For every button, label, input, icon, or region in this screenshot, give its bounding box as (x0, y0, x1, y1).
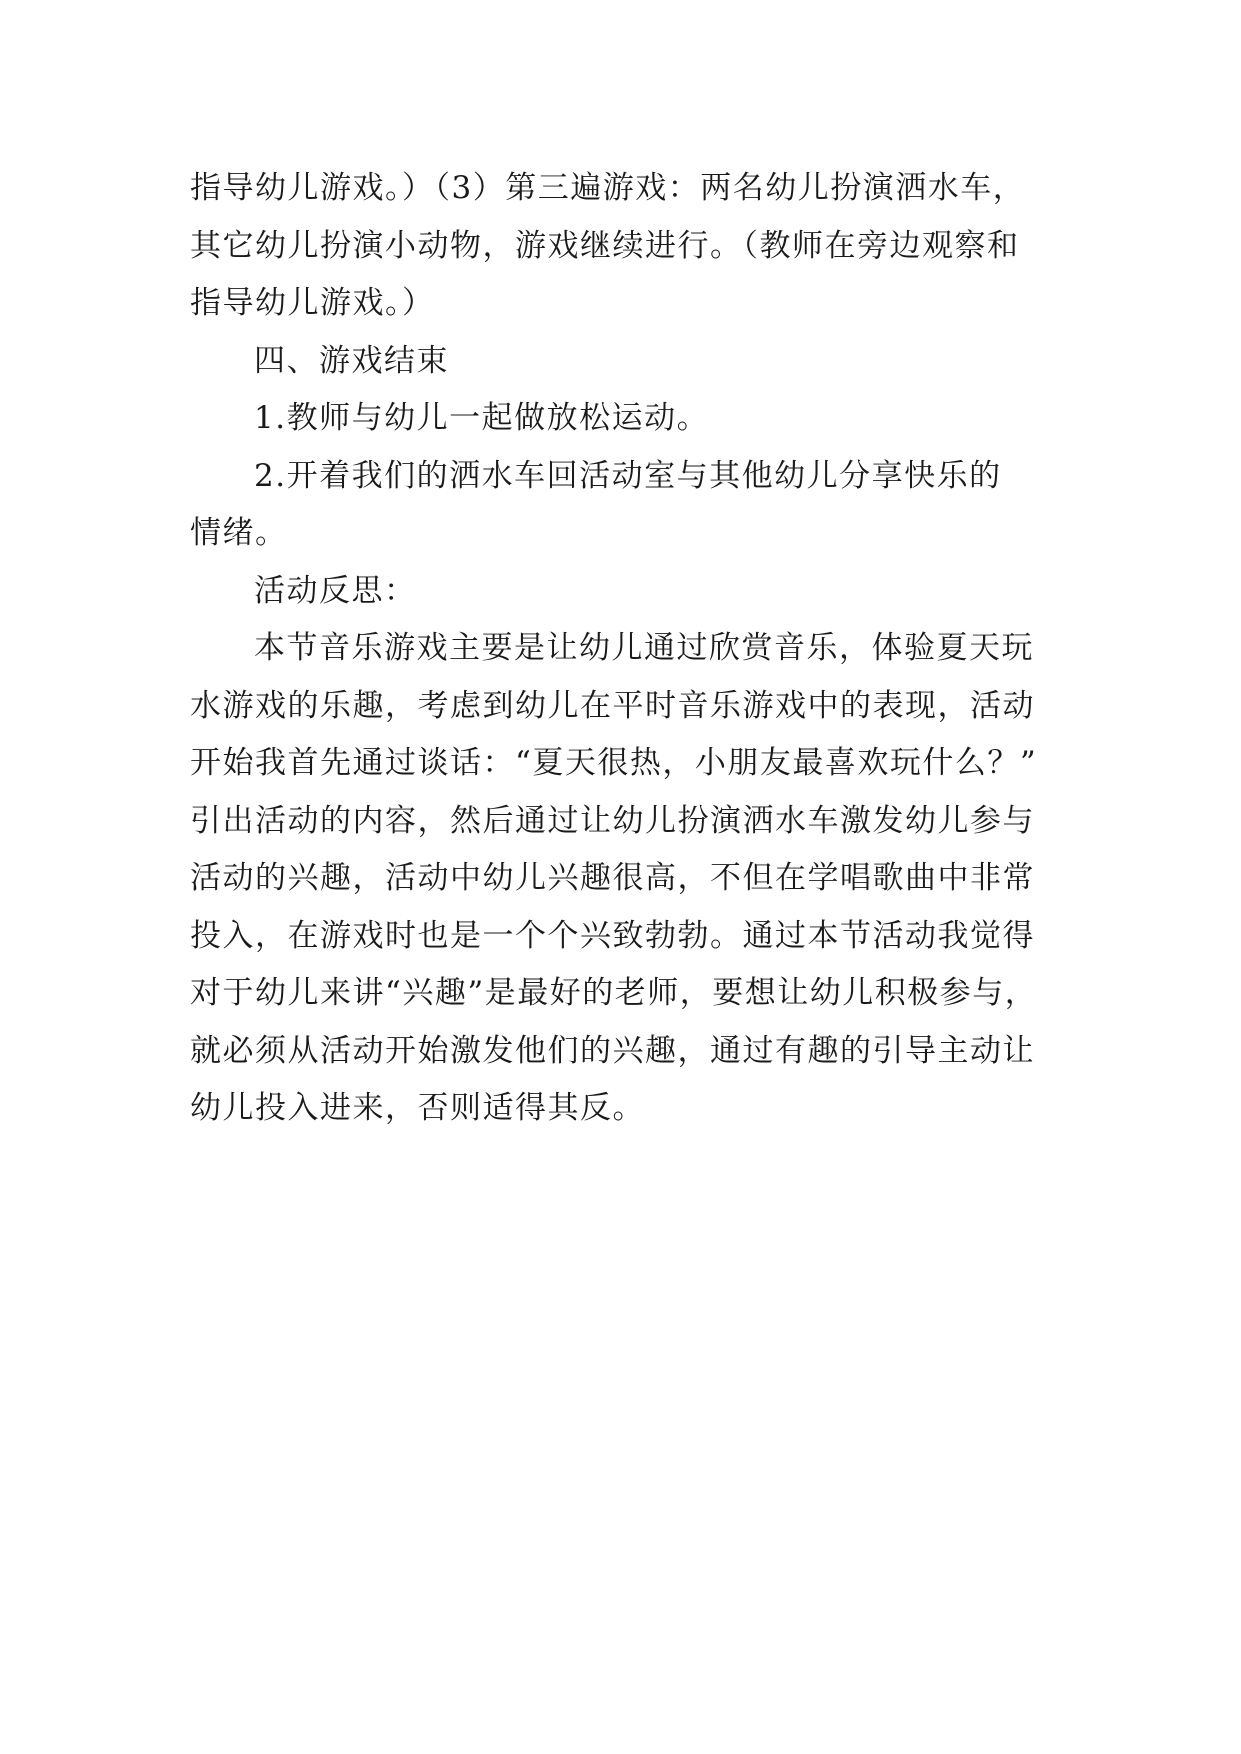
body-text (190, 160, 1070, 1138)
reflection-paragraph-start: 本节音乐游戏主要是让幼儿通过欣赏音乐，体验夏天玩 (254, 630, 1034, 666)
text-line: 活动的兴趣，活动中幼儿兴趣很高，不但在学唱歌曲中非常 (190, 860, 1035, 896)
text-line: 指导幼儿游戏。）（3）第三遍游戏：两名幼儿扮演洒水车， (190, 170, 1026, 206)
text-line: 引出活动的内容，然后通过让幼儿扮演洒水车激发幼儿参与 (190, 802, 1035, 839)
text-line: 情绪。 (190, 515, 288, 551)
text-line: 幼儿投入进来，否则适得其反。 (190, 1090, 645, 1126)
list-item-1: 1.教师与幼儿一起做放松运动。 (254, 400, 710, 436)
text-line: 指导幼儿游戏。） (190, 285, 435, 321)
list-item-2: 2.开着我们的洒水车回活动室与其他幼儿分享快乐的 (254, 457, 1002, 494)
section-heading-game-end: 四、游戏结束 (254, 342, 449, 379)
text-line: 其它幼儿扮演小动物，游戏继续进行。（教师在旁边观察和 (190, 227, 1020, 264)
text-line: 水游戏的乐趣，考虑到幼儿在平时音乐游戏中的表现，活动 (190, 687, 1035, 724)
text-line: 开始我首先通过谈话：“夏天很热，小朋友最喜欢玩什么？” (190, 745, 1038, 781)
section-heading-reflection: 活动反思： (254, 572, 417, 609)
text-line: 就必须从活动开始激发他们的兴趣，通过有趣的引导主动让 (190, 1032, 1035, 1069)
text-line: 对于幼儿来讲“兴趣”是最好的老师，要想让幼儿积极参与， (190, 975, 1038, 1011)
text-line: 投入，在游戏时也是一个个兴致勃勃。通过本节活动我觉得 (190, 917, 1035, 954)
